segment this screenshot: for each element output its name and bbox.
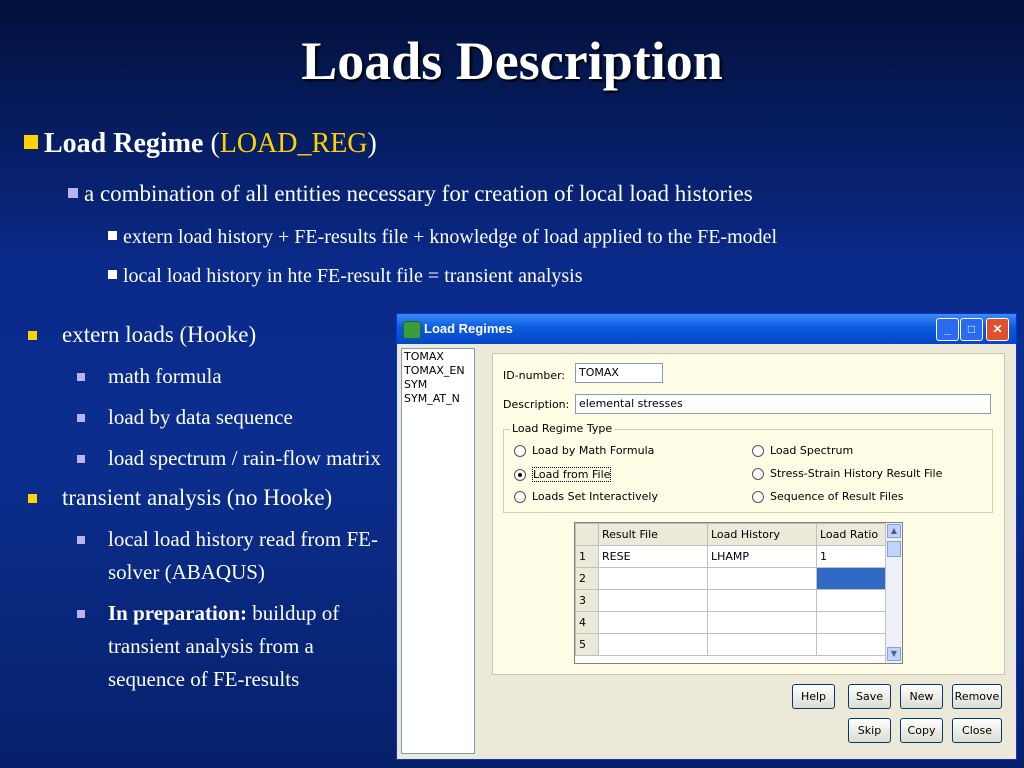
list-item-text: extern loads (Hooke) <box>62 322 257 347</box>
bullet-load-regime <box>24 128 377 160</box>
help-button[interactable]: Help <box>792 684 835 709</box>
list-item[interactable]: SYM <box>404 378 428 391</box>
table-cell[interactable] <box>708 612 817 634</box>
bullet-square-icon <box>68 188 78 198</box>
radio-math-formula[interactable] <box>514 444 654 457</box>
sub-sub-bullet-text: local load history in hte FE-result file = transient analysis <box>123 265 583 287</box>
list-item[interactable]: TOMAX <box>404 350 444 363</box>
table-cell[interactable]: RESE <box>599 546 708 568</box>
bullet-square-icon <box>77 414 85 422</box>
bullet-square-icon <box>24 135 38 149</box>
bullet-square-icon <box>28 494 37 503</box>
list-subitem-text: math formula <box>108 364 222 388</box>
list-subitem-text: buildup of transient analysis from a sequence of FE-results <box>108 601 340 691</box>
table-row[interactable] <box>576 568 902 590</box>
result-file-table[interactable] <box>574 522 903 664</box>
bullet-bold-text: Load Regime <box>44 128 204 159</box>
table-row[interactable] <box>576 546 902 568</box>
slide-title: Loads Description <box>301 31 723 91</box>
close-button[interactable]: Close <box>952 718 1002 743</box>
table-header[interactable]: Load History <box>708 524 817 546</box>
radio-label: Sequence of Result Files <box>770 490 904 503</box>
radio-icon <box>514 491 526 503</box>
sub-sub-bullet-1 <box>108 226 777 249</box>
group-title: Load Regime Type <box>512 422 613 435</box>
radio-label: Stress-Strain History Result File <box>770 467 943 480</box>
radio-load-from-file[interactable] <box>514 467 611 482</box>
table-row[interactable] <box>576 612 902 634</box>
table-cell[interactable]: 1 <box>817 546 902 568</box>
copy-button[interactable]: Copy <box>900 718 943 743</box>
row-number: 3 <box>576 590 599 612</box>
list-subitem-bold: In preparation: <box>108 601 248 625</box>
minimize-icon[interactable]: _ <box>936 318 959 341</box>
table-header[interactable]: Load Ratio <box>817 524 902 546</box>
id-field[interactable]: TOMAX <box>575 363 663 383</box>
paren-open: ( <box>210 128 220 159</box>
sub-sub-bullet-text: extern load history + FE-results file + knowledge of load applied to the FE-model <box>123 226 778 248</box>
row-number: 4 <box>576 612 599 634</box>
radio-label: Load by Math Formula <box>532 444 655 457</box>
sub-sub-bullet-2 <box>108 265 583 288</box>
sub-bullet-text: a combination of all entities necessary for creation of local load histories <box>84 181 753 206</box>
row-number: 2 <box>576 568 599 590</box>
bullet-square-icon <box>108 231 117 240</box>
regime-detail-panel <box>492 353 1005 675</box>
table-cell[interactable] <box>599 590 708 612</box>
radio-icon <box>752 445 764 457</box>
radio-label: Load from File <box>533 468 611 481</box>
table-row[interactable] <box>576 634 902 656</box>
table-cell[interactable] <box>708 590 817 612</box>
table-row[interactable] <box>576 590 902 612</box>
list-subitem-text: local load history read from FE-solver (ABAQUS) <box>108 527 379 584</box>
table-cell[interactable]: LHAMP <box>708 546 817 568</box>
description-field[interactable]: elemental stresses <box>575 394 991 414</box>
radio-label: Loads Set Interactively <box>532 490 658 503</box>
window-titlebar[interactable] <box>397 314 1016 344</box>
scroll-up-icon[interactable]: ▲ <box>887 524 901 538</box>
row-number: 1 <box>576 546 599 568</box>
table-header[interactable]: Result File <box>599 524 708 546</box>
app-icon <box>403 321 421 339</box>
close-icon[interactable]: ✕ <box>986 318 1009 341</box>
radio-label: Load Spectrum <box>770 444 854 457</box>
bullet-square-icon <box>77 455 85 463</box>
scroll-down-icon[interactable]: ▼ <box>887 647 901 661</box>
scroll-thumb[interactable] <box>887 541 901 557</box>
regime-list[interactable] <box>401 348 475 754</box>
load-regime-type-group <box>503 422 993 513</box>
bullet-square-icon <box>28 331 37 340</box>
bullet-square-icon <box>77 536 85 544</box>
id-label: ID-number: <box>503 369 566 382</box>
sub-bullet <box>68 181 753 207</box>
window-title: Load Regimes <box>424 321 513 336</box>
table-scrollbar[interactable] <box>885 523 902 663</box>
radio-selected-icon <box>514 469 526 481</box>
list-subitem <box>24 401 394 434</box>
table-cell[interactable] <box>708 634 817 656</box>
bullet-square-icon <box>77 373 85 381</box>
table-corner <box>576 524 599 546</box>
new-button[interactable]: New <box>900 684 943 709</box>
list-subitem <box>24 360 394 393</box>
radio-icon <box>514 445 526 457</box>
radio-icon <box>752 491 764 503</box>
list-item-extern-loads <box>24 320 394 350</box>
list-subitem-text: load by data sequence <box>108 405 293 429</box>
row-number: 5 <box>576 634 599 656</box>
bullet-square-icon <box>77 610 85 618</box>
list-subitem <box>24 442 394 475</box>
table-cell[interactable] <box>599 634 708 656</box>
load-regimes-window <box>396 313 1017 760</box>
list-item[interactable]: SYM_AT_N <box>404 392 460 405</box>
skip-button[interactable]: Skip <box>848 718 891 743</box>
save-button[interactable]: Save <box>848 684 891 709</box>
radio-sequence[interactable] <box>752 490 903 503</box>
list-subitem <box>24 597 394 696</box>
list-item-text: transient analysis (no Hooke) <box>62 485 333 510</box>
list-item[interactable]: TOMAX_EN <box>404 364 465 377</box>
left-bullet-list <box>24 320 394 704</box>
bullet-square-icon <box>108 270 117 279</box>
paren-close: ) <box>367 128 377 159</box>
list-subitem <box>24 523 394 589</box>
radio-icon <box>752 468 764 480</box>
remove-button[interactable]: Remove <box>952 684 1002 709</box>
maximize-icon[interactable]: □ <box>960 318 983 341</box>
radio-load-spectrum[interactable] <box>752 444 853 457</box>
radio-loads-interactive[interactable] <box>514 490 658 503</box>
table-cell[interactable] <box>708 568 817 590</box>
table-cell[interactable] <box>599 612 708 634</box>
code-text: LOAD_REG <box>219 128 368 159</box>
table-cell[interactable] <box>599 568 708 590</box>
list-item-transient <box>24 483 394 513</box>
radio-stress-strain[interactable] <box>752 467 942 480</box>
list-subitem-text: load spectrum / rain-flow matrix <box>108 446 381 470</box>
description-label: Description: <box>503 398 570 411</box>
